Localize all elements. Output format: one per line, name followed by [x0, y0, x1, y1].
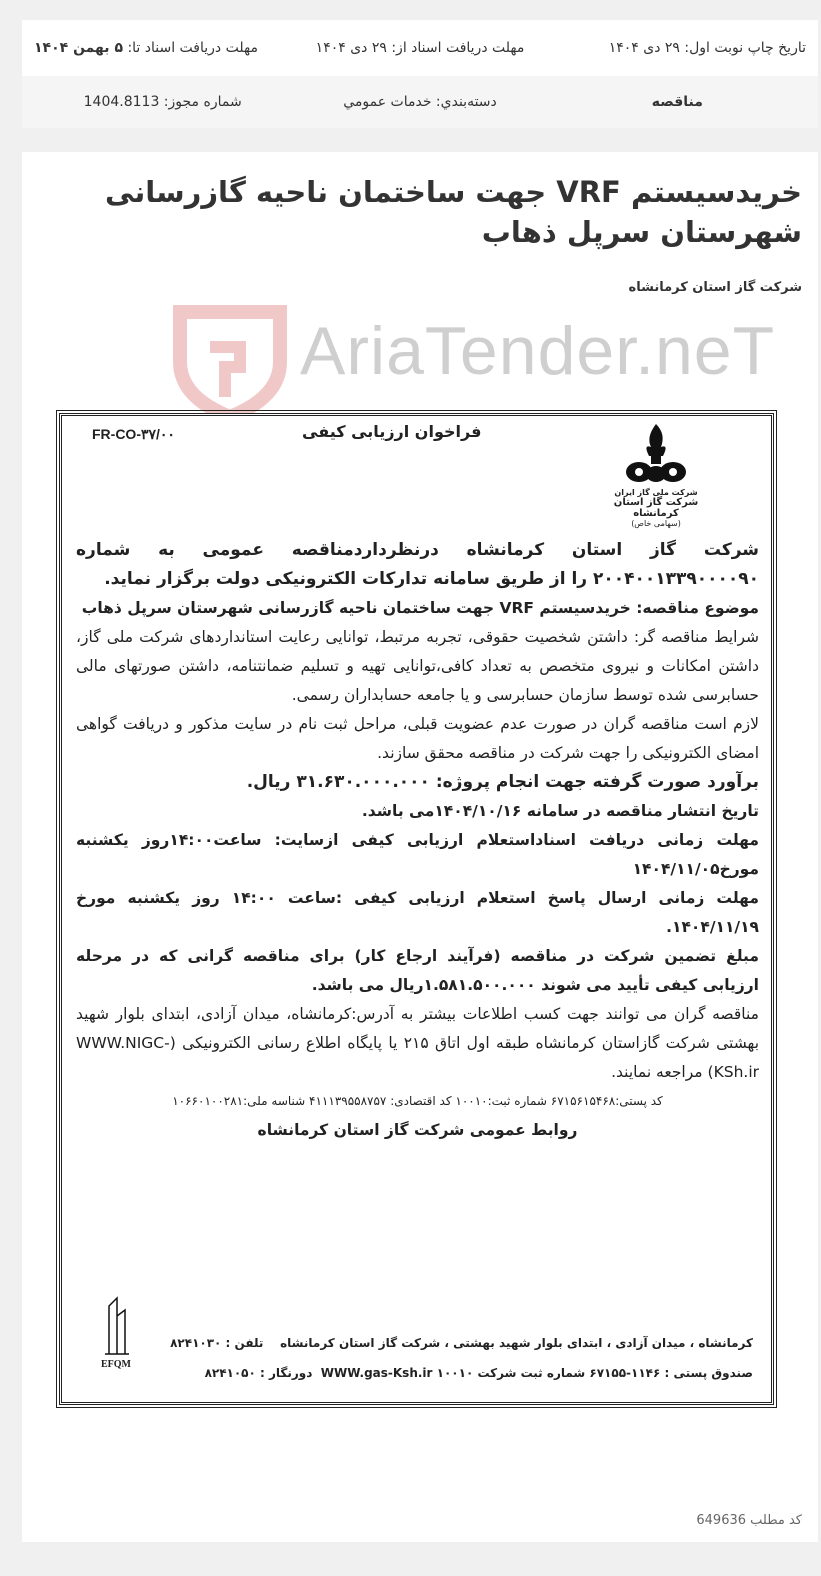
page-title: خریدسیستم VRF جهت ساختمان ناحیه گازرسانی شهرستان سرپل ذهاب	[105, 175, 802, 249]
publish-date: تاریخ انتشار مناقصه در سامانه ۱۴۰۴/۱۰/۱۶می باشد.	[361, 802, 759, 820]
conditions: شرایط مناقصه گر: داشتن شخصیت حقوقی، تجربه مرتبط، توانایی رعایت استانداردهای شرکت ملی گاز، داشتن امکانات و نیروی متخصص به تعداد کافی،توانایی تهیه و تسلیم ضمانتنامه، داشتن صورتهای مالی حسابرسی شده توسط سازمان حسابرسی و یا جامعه حسابداران رسمی.	[76, 628, 759, 704]
tender-info-card	[22, 20, 818, 128]
watermark-logo: AriaTender.neT	[170, 302, 770, 422]
first-print-date: تاریخ چاپ نوبت اول: ۲۹ دی ۱۴۰۴	[608, 40, 806, 56]
doc-receive-from: مهلت دریافت اسناد از: ۲۹ دی ۱۴۰۴	[315, 40, 525, 56]
category: دسته‌بندي: خدمات عمومي	[343, 94, 497, 110]
license-number: شماره مجوز: 1404.8113	[83, 94, 242, 110]
shield-icon	[170, 302, 290, 422]
send-deadline: مهلت زمانی ارسال پاسخ استعلام ارزیابی کیفی :ساعت ۱۴:۰۰ روز یکشنبه مورخ ۱۴۰۴/۱۱/۱۹.	[76, 889, 759, 936]
tender-type: مناقصه	[651, 94, 703, 110]
guarantee: مبلغ تضمین شرکت در مناقصه (فرآیند ارجاع کار) برای مناقصه گرانی که در مرحله ارزیابی کیفی تأیید می شوند ۱.۵۸۱.۵۰۰.۰۰۰ریال می باشد.	[76, 947, 759, 994]
document-heading: فراخوان ارزیابی کیفی	[302, 422, 482, 441]
doc-receive-to: مهلت دریافت اسناد تا: ۵ بهمن ۱۴۰۴	[34, 40, 258, 56]
signature: روابط عمومی شرکت گاز استان کرمانشاه	[257, 1121, 578, 1139]
registration: لازم است مناقصه گران در صورت عدم عضویت قبلی، مراحل ثبت نام در سایت مذکور و دریافت گواهی امضای الکترونیکی را جهت شرکت در مناقصه محقق سازند.	[76, 715, 759, 762]
intro: شرکت گاز استان کرمانشاه درنظرداردمناقصه عمومی به شماره ۲۰۰۴۰۰۱۳۳۹۰۰۰۰۹۰ را از طریق سامانه تدارکات الکترونیکی دولت برگزار نماید.	[76, 540, 759, 589]
flame-logo-icon	[621, 422, 691, 484]
tender-content-card	[22, 152, 818, 1542]
company-ids: کد پستی:۶۷۱۵۶۱۵۴۶۸ شماره ثبت:۱۰۰۱۰ کد اقتصادی: ۴۱۱۱۳۹۵۵۸۷۵۷ شناسه ملی:۱۰۶۶۰۱۰۰۲۸۱	[172, 1094, 663, 1108]
organization-name: شرکت گاز استان کرمانشاه	[628, 280, 802, 295]
subject: موضوع مناقصه: خریدسیستم VRF جهت ساختمان ناحیه گازرسانی شهرستان سرپل ذهاب	[81, 599, 759, 617]
dates-row	[22, 20, 818, 76]
receive-deadline: مهلت زمانی دریافت اسناداستعلام ارزیابی کیفی ازسایت: ساعت۱۴:۰۰روز یکشنبه مورخ۱۴۰۴/۱۱/۰۵	[76, 831, 760, 878]
info: مناقصه گران می توانند جهت کسب اطلاعات بیشتر به آدرس:کرمانشاه، میدان آزادی، ابتدای بلوار شهید بهشتی شرکت گازاستان کرمانشاه طبقه اول اتاق ۲۱۵ یا پایگاه اطلاع رسانی الکترونیکی (WWW.NIGC-KSh.ir) مراجعه نمایند.	[76, 1005, 760, 1081]
document-footer: کرمانشاه ، میدان آزادی ، ابتدای بلوار شهید بهشتی ، شرکت گاز استان کرمانشاه تلفن : ۸۲۴۱۰۳۰ صندوق پستی : ۱۱۴۶-۶۷۱۵۵ شماره ثبت شرکت ۱۰۰۱۰ WWW.gas-Ksh.ir دورنگار : ۸۲۴۱۰۵۰	[170, 1336, 753, 1380]
nigc-logo: شرکت ملی گاز ایران شرکت گاز استان کرمانشاه (سهامی خاص)	[601, 422, 711, 528]
notice-body	[62, 536, 771, 1145]
article-code: کد مطلب 649636	[696, 1513, 802, 1528]
form-number: FR-CO-۳۷/۰۰	[92, 426, 175, 442]
estimate: برآورد صورت گرفته جهت انجام پروژه: ۳۱.۶۳۰.۰۰۰.۰۰۰ ریال.	[246, 772, 759, 792]
tender-notice-document	[59, 413, 774, 1405]
efqm-logo: EFQM	[86, 1296, 146, 1370]
meta-row	[22, 76, 818, 128]
